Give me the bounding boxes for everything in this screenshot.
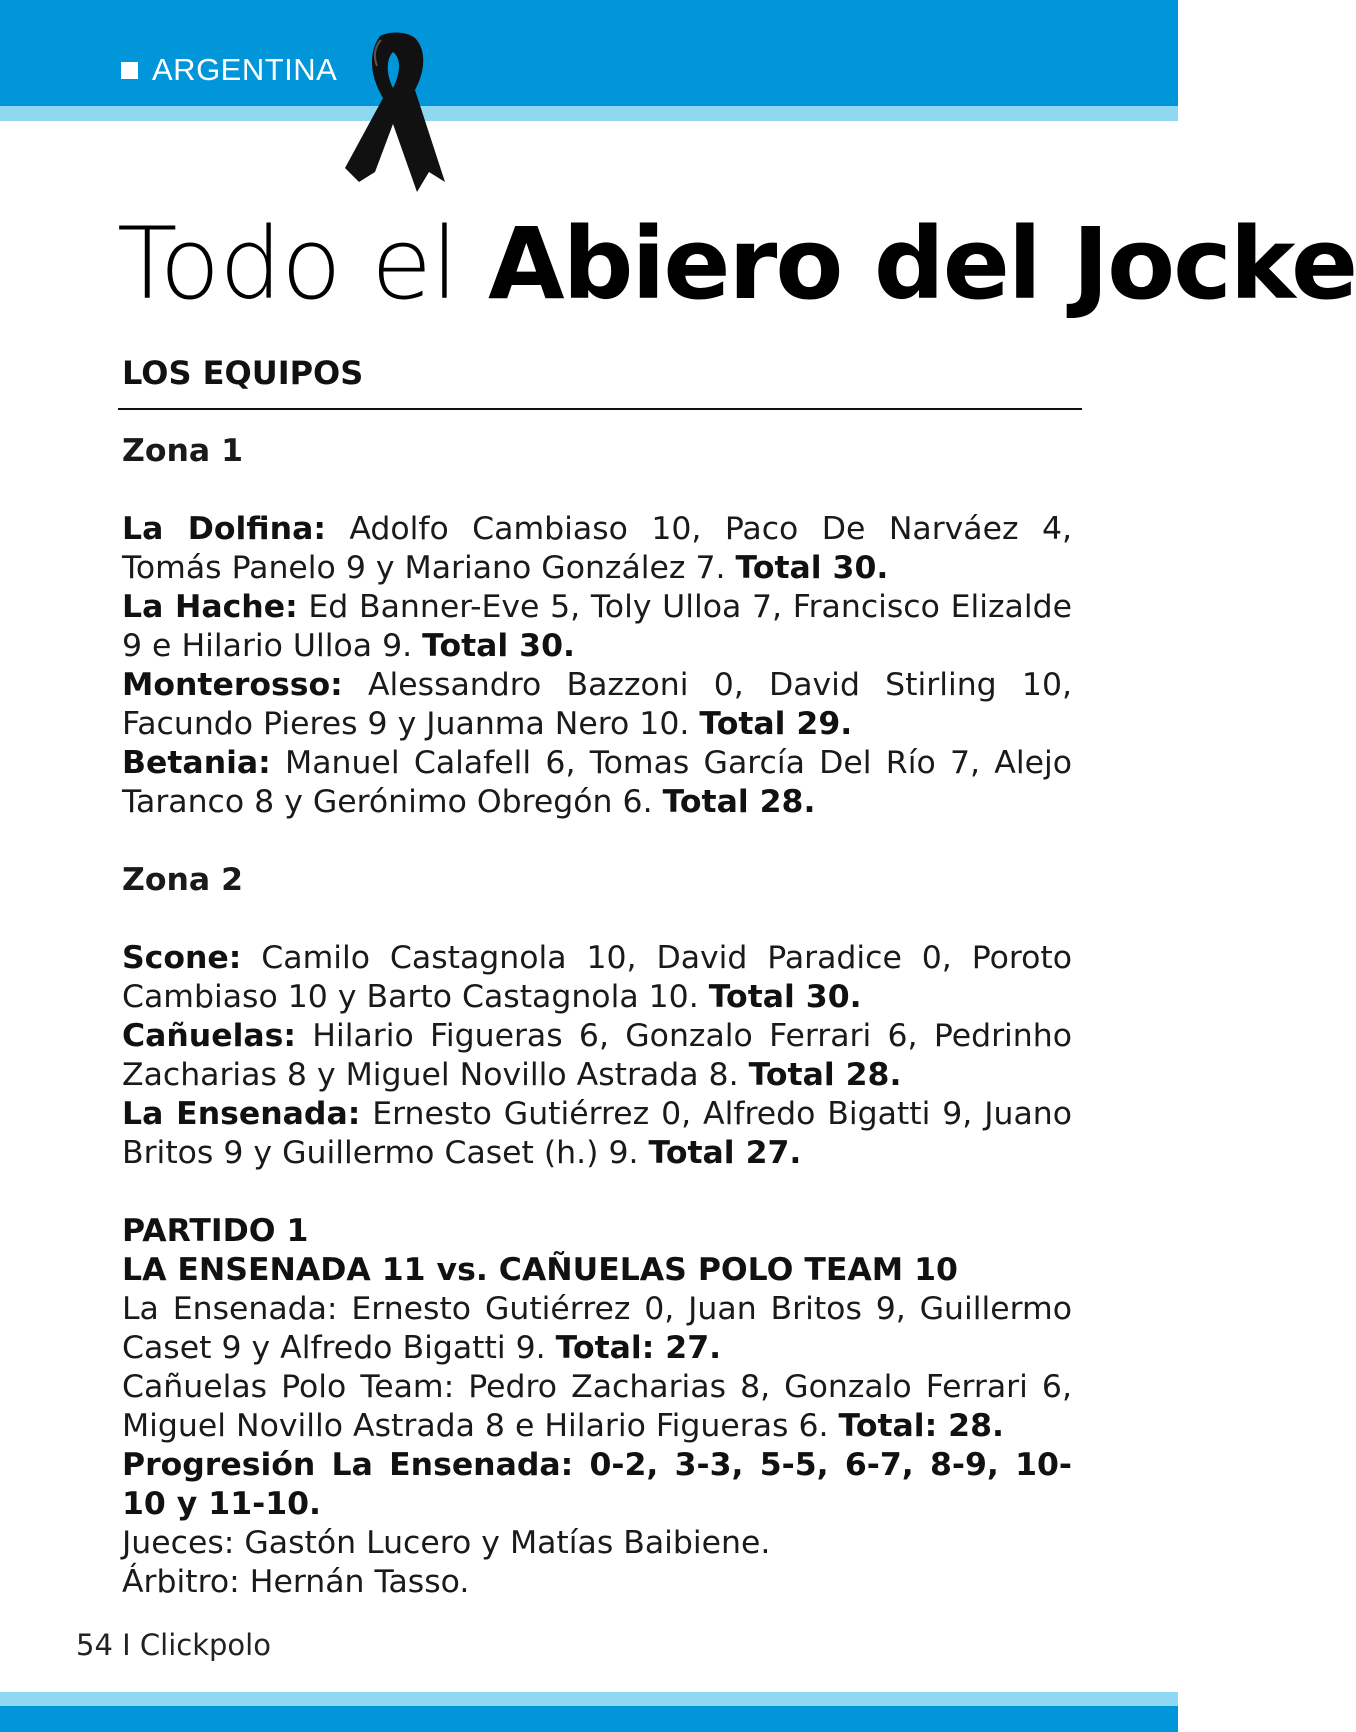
title-light: Todo el — [117, 207, 488, 322]
header-stripe — [0, 106, 1178, 121]
match-referee: Árbitro: Hernán Tasso. — [122, 1564, 470, 1600]
team-entry: Cañuelas: Hilario Figueras 6, Gonzalo Ferrari 6, Pedrinho Zacharias 8 y Miguel Novillo Astrada 8. Total 28. — [122, 1018, 1072, 1093]
section-tag — [121, 50, 337, 90]
match-team-2: Cañuelas Polo Team: Pedro Zacharias 8, Gonzalo Ferrari 6, Miguel Novillo Astrada 8 e Hilario Figueras 6. Total: 28. — [122, 1369, 1072, 1444]
match-team-1: La Ensenada: Ernesto Gutiérrez 0, Juan Britos 9, Guillermo Caset 9 y Alfredo Bigatti 9. Total: 27. — [122, 1291, 1072, 1366]
page-footer — [76, 1628, 271, 1662]
square-bullet-icon — [121, 62, 138, 79]
page-number: 54 — [76, 1628, 113, 1662]
title-bold: Abiero del Jocke — [487, 207, 1356, 322]
page-title — [117, 200, 1356, 330]
team-entry: La Dolfina: Adolfo Cambiaso 10, Paco De Narváez 4, Tomás Panelo 9 y Mariano González 7. Total 30. — [122, 511, 1072, 586]
footer-band — [0, 1706, 1178, 1732]
zone-1-title: Zona 1 — [122, 433, 244, 469]
article-body — [122, 432, 1072, 1602]
match-result: LA ENSENADA 11 vs. CAÑUELAS POLO TEAM 10 — [122, 1252, 958, 1288]
team-entry: Monterosso: Alessandro Bazzoni 0, David Stirling 10, Facundo Pieres 9 y Juanma Nero 10. Total 29. — [122, 667, 1072, 742]
divider — [118, 408, 1082, 410]
team-entry: Betania: Manuel Calafell 6, Tomas García Del Río 7, Alejo Taranco 8 y Gerónimo Obregón 6. Total 28. — [122, 745, 1072, 820]
black-ribbon-icon — [345, 32, 447, 192]
match-progression: Progresión La Ensenada: 0-2, 3-3, 5-5, 6-7, 8-9, 10-10 y 11-10. — [122, 1447, 1072, 1522]
footer-stripe — [0, 1692, 1178, 1706]
zone-2-title: Zona 2 — [122, 862, 244, 898]
match-title: PARTIDO 1 — [122, 1213, 309, 1249]
footer-separator: I — [112, 1628, 140, 1662]
section-label: ARGENTINA — [152, 52, 338, 87]
team-entry: Scone: Camilo Castagnola 10, David Paradice 0, Poroto Cambiaso 10 y Barto Castagnola 10. Total 30. — [122, 940, 1072, 1015]
publication-name: Clickpolo — [139, 1628, 271, 1662]
section-heading: LOS EQUIPOS — [122, 354, 364, 392]
team-entry: La Hache: Ed Banner-Eve 5, Toly Ulloa 7, Francisco Elizalde 9 e Hilario Ulloa 9. Total 30. — [122, 589, 1072, 664]
team-entry: La Ensenada: Ernesto Gutiérrez 0, Alfredo Bigatti 9, Juano Britos 9 y Guillermo Caset (h.) 9. Total 27. — [122, 1096, 1073, 1171]
match-judges: Jueces: Gastón Lucero y Matías Baibiene. — [122, 1525, 771, 1561]
